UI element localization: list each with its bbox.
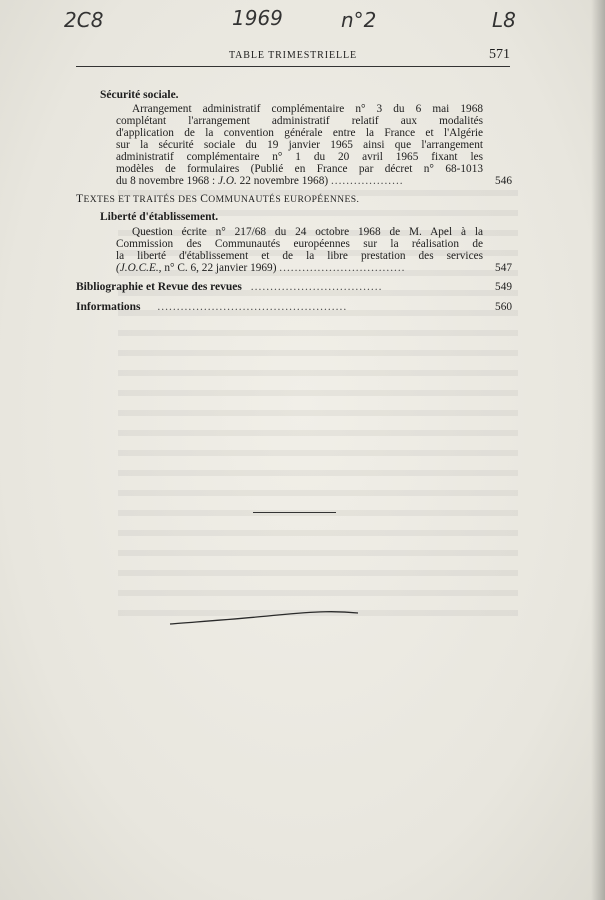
dot-leader: ..................................	[250, 281, 383, 293]
pen-stroke	[168, 607, 363, 629]
liberte-etablissement-entry	[116, 226, 483, 274]
page-number: 571	[489, 47, 510, 62]
entry-line: administratif complémentaire n° 1 du 20 avril 1965 fixant les	[116, 151, 483, 163]
dot-leader: .................................................	[157, 301, 348, 313]
handwritten-note: L8	[492, 8, 516, 32]
entry-line: complétant l'arrangement administratif relatif aux modalités	[116, 115, 483, 127]
entry-line: (J.O.C.E., n° C. 6, 22 janvier 1969) .................................	[116, 262, 406, 274]
entry-line: Commission des Communautés européennes sur la réalisation de	[116, 238, 483, 250]
dot-leader: ...................	[330, 175, 404, 187]
handwritten-note: 2C8	[64, 8, 104, 32]
header-rule	[76, 66, 510, 67]
entry-line: la liberté d'établissement et de la libre prestation des services	[116, 250, 483, 262]
page-header	[76, 44, 510, 66]
entry-line: Question écrite n° 217/68 du 24 octobre 1968 de M. Apel à la	[132, 226, 483, 238]
page-reference: 546	[495, 175, 512, 187]
handwritten-note: n°2	[341, 8, 377, 32]
page-reference: 560	[495, 301, 512, 313]
dot-leader: .................................	[279, 262, 406, 274]
page-reference: 547	[495, 262, 512, 274]
section-title: TEXTES ET TRAITÉS DES COMMUNAUTÉS EUROPÉENNES.	[76, 193, 360, 205]
entry-line: d'application de la convention générale entre la France et l'Algérie	[116, 127, 483, 139]
entry-line: Arrangement administratif complémentaire n° 3 du 6 mai 1968	[132, 103, 483, 115]
handwritten-note: 1969	[232, 6, 283, 30]
liberte-etablissement-heading: Liberté d'établissement.	[100, 211, 219, 223]
page-edge-shadow	[591, 0, 605, 900]
securite-sociale-heading: Sécurité sociale.	[100, 89, 179, 101]
page-reference: 549	[495, 281, 512, 293]
running-title: TABLE TRIMESTRIELLE	[228, 50, 358, 61]
toc-entry-bibliographie: Bibliographie et Revue des revues ..................................	[76, 281, 383, 293]
securite-sociale-entry	[116, 103, 483, 187]
entry-line: du 8 novembre 1968 : J.O. 22 novembre 1968) ...................	[116, 175, 404, 187]
entry-line: modèles de formulaires (Publié en France par décret n° 68-1013	[116, 163, 483, 175]
end-rule	[253, 512, 336, 513]
entry-line: sur la sécurité sociale du 19 janvier 1965 ainsi que l'arrangement	[116, 139, 483, 151]
toc-entry-informations: Informations .................................................	[76, 301, 348, 313]
